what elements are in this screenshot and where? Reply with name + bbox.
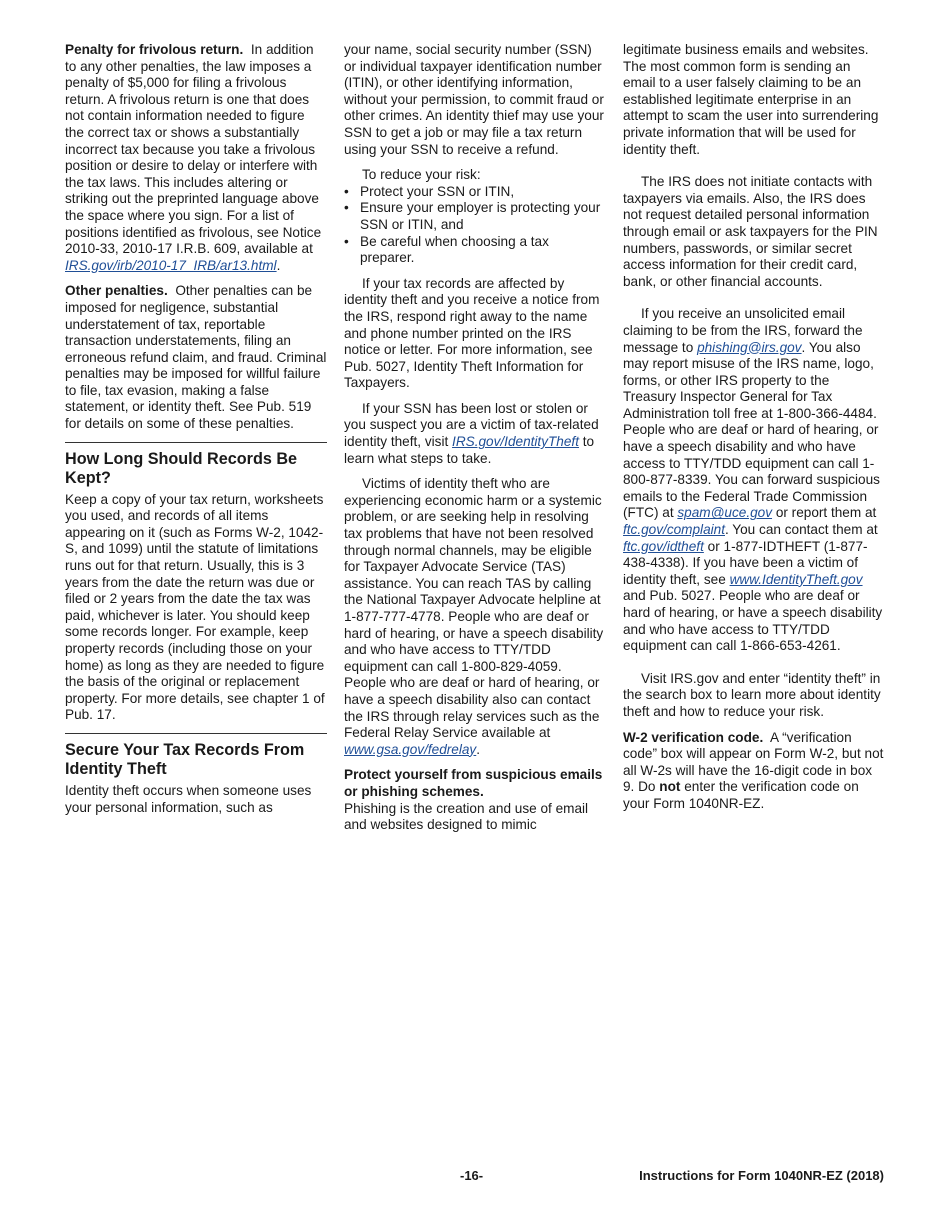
w2-text: A “verification code” box will appear on Form W-2, but not all W-2s will have the 16-digit code in box 9. Do	[623, 729, 884, 795]
unsolicited-text: . You also may report misuse of the IRS name, logo, forms, or other IRS property to the Treasury Inspector General for Tax Administration toll free at 1-800-366-4484. People who are deaf or hard of hearing, or have a speech disability and who have access to TTY/TDD equipment can call 1-800-877-8339. You can forward suspicious emails to the Federal Trade Commission (FTC) at	[623, 339, 880, 521]
legit-business-paragraph: legitimate business emails and websites. The most common form is sending an email to a user falsely claiming to be an established legitimate enterprise in an attempt to scam the user into surrendering private information that will be used for identity theft.	[623, 42, 879, 157]
visit-irs-paragraph: Visit IRS.gov and enter “identity theft” in the search box to learn more about identity theft and how to reduce your risk.	[623, 670, 881, 719]
column-2	[344, 42, 606, 843]
bullet-item: • Be careful when choosing a tax preparer.	[344, 234, 606, 267]
w2-verification-heading: W-2 verification code.	[623, 729, 764, 745]
secure-records-heading: Secure Your Tax Records From Identity Theft	[65, 733, 327, 780]
victims-period: .	[476, 741, 481, 757]
ftc-idtheft-link[interactable]: ftc.gov/idtheft	[623, 538, 704, 554]
victims-paragraph	[344, 476, 606, 758]
column-1	[65, 42, 327, 825]
irs-contact-paragraph: The IRS does not initiate contacts with taxpayers via emails. Also, the IRS does not request detailed personal information through email or ask taxpayers for the PIN numbers, passwords, or similar secret access information for their credit card, bank, or other financial accounts.	[623, 174, 878, 289]
other-penalties-text: Other penalties can be imposed for negligence, substantial understatement of tax, reportable transaction understatements, filing an erroneous refund claim, and fraud. Criminal penalties may be imposed for willful failure to file, tax evasion, making a false statement, or identity theft. See Pub. 519 for details on some of these penalties.	[65, 283, 327, 432]
lost-ssn-text-end: to learn what steps to take.	[344, 434, 595, 466]
lost-ssn-paragraph	[344, 401, 606, 467]
affected-paragraph: If your tax records are affected by identity theft and you receive a notice from the IRS, respond right away to the name and phone number printed on the IRS notice or letter. For more information, see Pub. 5027, Identity Theft Information for Taxpayers.	[344, 275, 600, 391]
w2-verification-paragraph	[623, 730, 885, 813]
records-paragraph: Keep a copy of your tax return, worksheets you used, and records of all items appearing on it (such as Forms W-2, 1042-S, and 1099) until the statute of limitations runs out for that return. Usually, this is 3 years from the date the return was due or filed or 2 years from the date the tax was paid, whichever is later. You should keep some records longer. For example, keep property records (including those on your home) as long as they are needed to figure the basis of the original or replacement property. For more details, see chapter 1 of Pub. 17.	[65, 491, 325, 723]
unsolicited-text: or 1-877-IDTHEFT (1-877-438-4338). If you have been a victim of identity theft, see	[623, 538, 868, 587]
identity-theft-intro: Identity theft occurs when someone uses your personal information, such as	[65, 782, 312, 815]
penalty-period: .	[276, 257, 281, 273]
lost-ssn-text: If your SSN has been lost or stolen or you suspect you are a victim of tax-related identity theft, visit	[344, 400, 599, 450]
victims-text: Victims of identity theft who are experiencing economic harm or a systemic problem, or are seeking help in resolving tax problems that have not been resolved through normal channels, may be eligible for Taxpayer Advocate Service (TAS) assistance. You can reach TAS by calling the National Taxpayer Advocate helpline at 1-877-777-4778. People who are deaf or hard of hearing, or have a speech disability and who have access to TTY/TDD equipment can call 1-800-829-4059. People who are deaf or hard of hearing, or have a speech disability also can contact the IRS through relay services such as the Federal Relay Service available at	[344, 476, 604, 741]
unsolicited-email-paragraph	[623, 306, 885, 654]
w2-not-emphasis: not	[659, 779, 681, 795]
spam-email-link[interactable]: spam@uce.gov	[677, 505, 773, 521]
penalty-frivolous-paragraph	[65, 42, 327, 274]
other-penalties-paragraph	[65, 283, 327, 432]
identitytheft-gov-link[interactable]: www.IdentityTheft.gov	[729, 571, 863, 587]
penalty-frivolous-heading: Penalty for frivolous return.	[65, 42, 244, 57]
fedrelay-link[interactable]: www.gsa.gov/fedrelay	[344, 741, 477, 757]
page-number: -16-	[460, 1168, 484, 1183]
penalty-frivolous-text: In addition to any other penalties, the law imposes a penalty of $5,000 for filing a frivolous return. A frivolous return is one that does not contain information needed to figure the correct tax or shows a substantially incorrect tax because you take a frivolous position or desire to delay or interfere with the tax laws. This includes altering or striking out the preprinted language above the space where you sign. For a list of positions identified as frivolous, see Notice 2010-33, 2010-17 I.R.B. 609, available at	[65, 42, 322, 257]
phishing-heading: Protect yourself from suspicious emails or phishing schemes.	[344, 767, 603, 799]
records-heading: How Long Should Records Be Kept?	[65, 442, 327, 489]
w2-text-end: enter the verification code on your Form 1040NR-EZ.	[623, 779, 859, 811]
unsolicited-text: and Pub. 5027. People who are deaf or hard of hearing, or have a speech disability and who have access to TTY/TDD equipment can call 1-866-653-4261.	[623, 588, 883, 654]
unsolicited-text: . You can contact them at	[725, 522, 878, 538]
reduce-risk-lead: To reduce your risk:	[362, 167, 481, 183]
phishing-paragraph	[344, 767, 606, 833]
irb-link[interactable]: IRS.gov/irb/2010-17_IRB/ar13.html	[65, 257, 277, 273]
other-penalties-heading: Other penalties.	[65, 283, 168, 299]
bullet-item: • Ensure your employer is protecting your SSN or ITIN, and	[344, 200, 606, 233]
bullet-item: • Protect your SSN or ITIN,	[344, 184, 606, 201]
reduce-risk-block	[344, 167, 606, 267]
phishing-email-link[interactable]: phishing@irs.gov	[697, 339, 802, 355]
column-3	[623, 42, 885, 822]
identity-theft-link[interactable]: IRS.gov/IdentityTheft	[452, 434, 579, 450]
unsolicited-text: If you receive an unsolicited email claiming to be from the IRS, forward the message to	[623, 306, 863, 355]
form-title: Instructions for Form 1040NR-EZ (2018)	[639, 1168, 884, 1183]
phishing-text: Phishing is the creation and use of email and websites designed to mimic	[344, 800, 589, 833]
identity-theft-continued: your name, social security number (SSN) or individual taxpayer identification number (ITIN), or other identifying information, without your permission, to commit fraud or other crimes. An identity thief may use your SSN to get a job or may file a tax return using your SSN to receive a refund.	[344, 42, 604, 157]
unsolicited-text: or report them at	[775, 505, 877, 521]
ftc-complaint-link[interactable]: ftc.gov/complaint	[623, 522, 725, 538]
